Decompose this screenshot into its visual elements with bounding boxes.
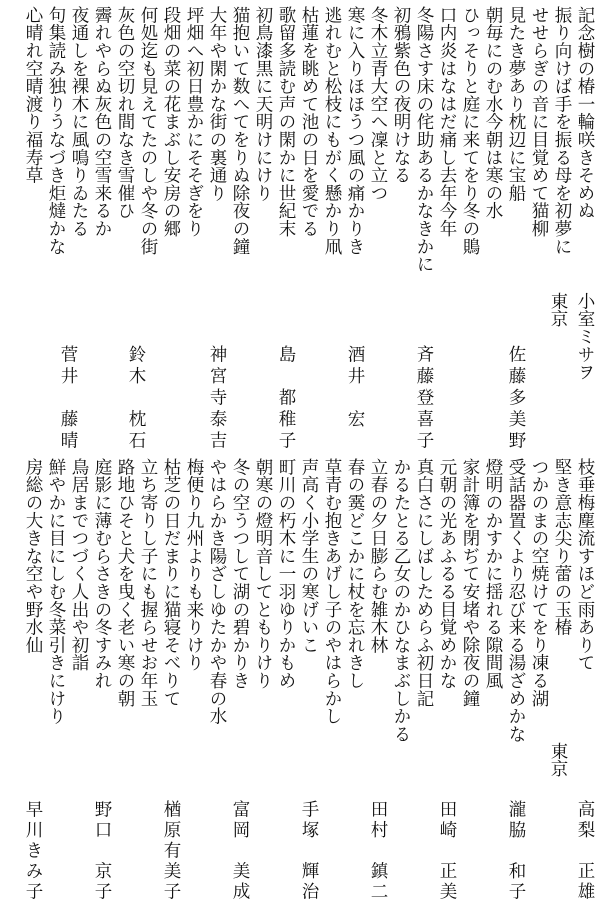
poem: 堅き意志尖り蕾の玉椿 [552, 458, 572, 636]
poem: 霽れやらぬ灰色の空雪来るか [92, 6, 112, 238]
poem: 寒に入りほほうつ風の痛かりき [345, 6, 365, 256]
poem: 鳥居までつづく人出や初詣 [69, 458, 89, 672]
poem: 初鳥漆黒に天明けにけり [253, 6, 273, 202]
poem: かるたとる乙女のかひなまぶしかる [391, 458, 411, 743]
poem: 真白さにしばしためらふ初日記 [414, 458, 434, 708]
author-name: 佐藤多美野 [506, 345, 526, 453]
author-name: 高梨 正雄 [575, 800, 595, 903]
poem: ひっそりと庭に来てをり冬の鵙 [460, 6, 480, 256]
poem: 町川の朽木に一羽ゆりかもめ [276, 458, 296, 690]
author-name: 田崎 正美 [437, 800, 457, 903]
poem: 冬木立青大空へ凜と立つ [368, 6, 388, 202]
poem: 房総の大きな空や野水仙 [23, 458, 43, 654]
poem: 草青む抱きあげし子のやはらかし [322, 458, 342, 725]
author-name: 小室ミサヲ [575, 292, 595, 381]
poem: 家計簿を閉ぢて安堵や除夜の鐘 [460, 458, 480, 708]
author-name: 瀧脇 和子 [506, 800, 526, 903]
poem: 冬陽さす床の侘助あるかなきかに [414, 6, 434, 273]
author-name: 田村 鎮二 [368, 800, 388, 903]
poem: 立ち寄りし子にも握らせお年玉 [138, 458, 158, 708]
author-name: 菅井 藤晴 [58, 345, 78, 453]
author-name: 早川きみ子 [23, 800, 43, 903]
author-name: 斉藤登喜子 [414, 345, 434, 453]
poem: 受話器置くより忍び来る湯ざめかな [506, 458, 526, 743]
poem: 歌留多読む声の閑かに世紀末 [276, 6, 296, 238]
poem: 枯蓮を眺めて池の日を愛でる [299, 6, 319, 238]
poem: 逃れむと松枝にもがく懸かり凧 [322, 6, 342, 256]
poem: 口内炎はなはだ痛し去年今年 [437, 6, 457, 238]
author-place: 東京 [548, 292, 568, 328]
poem: 声高く小学生の寒げいこ [299, 458, 319, 654]
poem: 大年や閑かな街の裏通り [207, 6, 227, 202]
poem: 庭影に薄むらさきの冬すみれ [92, 458, 112, 690]
poem: 春の霙どこかに杖を忘れきし [345, 458, 365, 690]
poem: 振り向けば手を振る母を初夢に [552, 6, 572, 256]
poem: せせらぎの音に目覚めて猫柳 [529, 6, 549, 238]
author-place: 東京 [548, 742, 568, 778]
poem: 猫抱いて数へてをりぬ除夜の鐘 [230, 6, 250, 256]
poem: やはらかき陽ざしゆたかや春の水 [207, 458, 227, 725]
poem: 夜通しを裸木に風鳴りゐたる [69, 6, 89, 238]
poem: 鮮やかに目にしむ冬菜引きにけり [46, 458, 66, 725]
author-name: 楢原有美子 [161, 800, 181, 903]
poem: 冬の空うつして湖の碧かりき [230, 458, 250, 690]
author-name: 酒井 宏 [345, 345, 365, 431]
poem: 立春の夕日膨らむ雑木林 [368, 458, 388, 654]
poem: 句集読み独りうなづき炬燵かな [46, 6, 66, 256]
poem: つかのまの空焼けてをり凍る湖 [529, 458, 549, 708]
author-name: 神宮寺泰吉 [207, 345, 227, 453]
poem: 梅便り九州よりも来りけり [184, 458, 204, 672]
poem: 路地ひそと犬を曳く老い寒の朝 [115, 458, 135, 708]
author-name: 鈴木 枕石 [126, 345, 146, 453]
poem: 見たき夢あり枕辺に宝船 [506, 6, 526, 202]
author-name: 富岡 美成 [230, 800, 250, 903]
author-name: 野口 京子 [92, 800, 112, 903]
poem: 坪畑へ初日豊かにそそぎをり [184, 6, 204, 238]
poem: 記念樹の椿一輪咲きそめぬ [575, 6, 595, 220]
poem: 灰色の空切れ間なき雪催ひ [115, 6, 135, 220]
poem: 何処迄も見えてたのしや冬の街 [138, 6, 158, 256]
author-name: 島 都稚子 [276, 345, 296, 453]
poem: 心晴れ空晴渡り福寿草 [23, 6, 43, 184]
poem: 枯芝の日だまりに猫寝そべりて [161, 458, 181, 708]
poem: 元朝の光あふるる目覚めかな [437, 458, 457, 690]
author-name: 手塚 輝治 [299, 800, 319, 903]
poem: 段畑の菜の花まぶし安房の郷 [161, 6, 181, 238]
poem: 朝毎にのむ水今朝は寒の水 [483, 6, 503, 220]
poem: 枝垂梅塵流すほど雨ありて [575, 458, 595, 672]
poem: 初鴉紫色の夜明けなる [391, 6, 411, 184]
poem: 朝寒の燈明音してともりけり [253, 458, 273, 690]
poem: 燈明のかすかに揺れる隙間風 [483, 458, 503, 690]
